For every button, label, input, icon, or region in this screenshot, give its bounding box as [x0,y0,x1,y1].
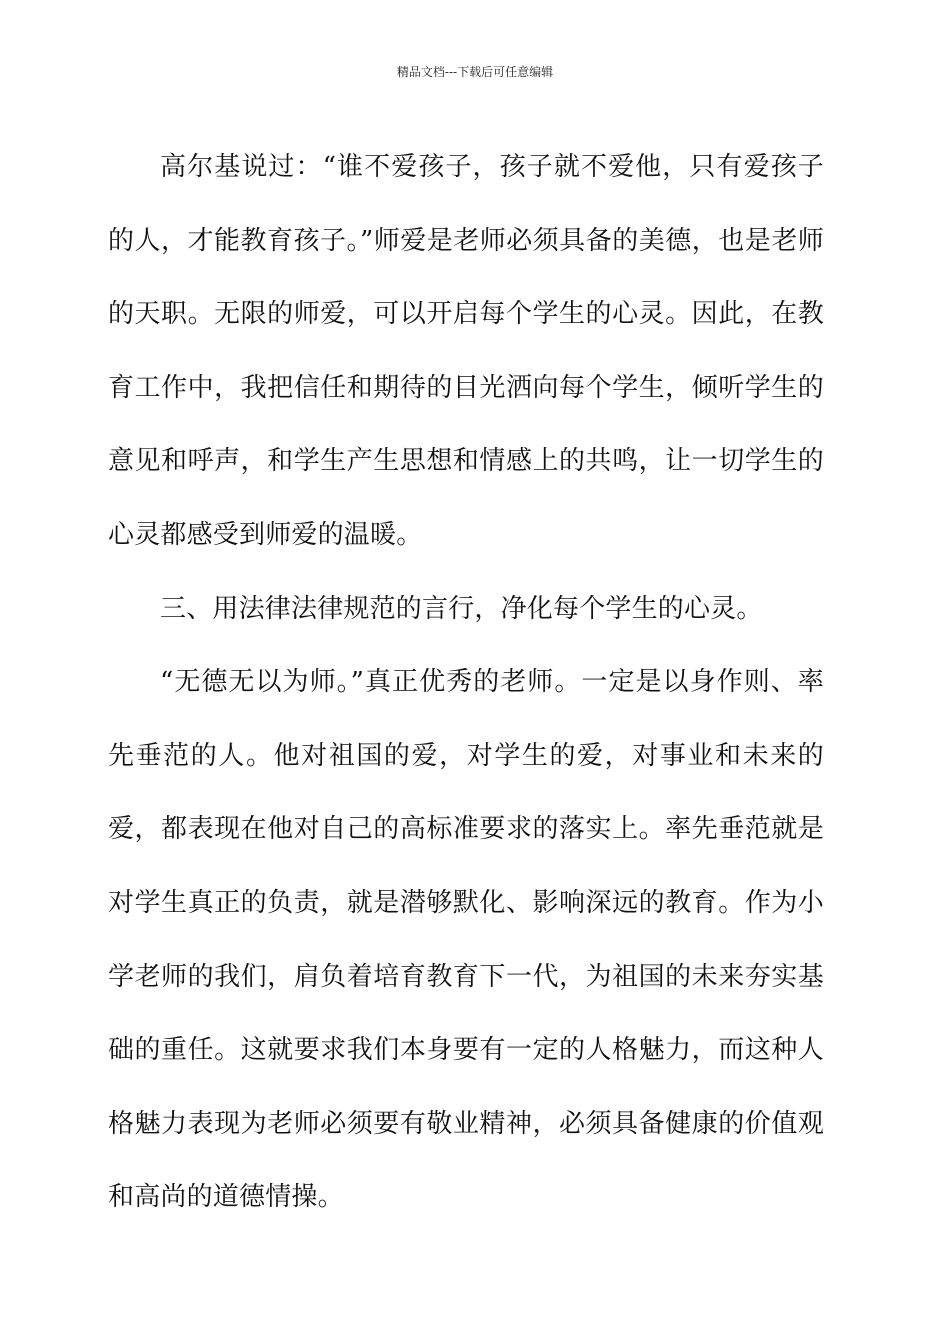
paragraph-teacher-love: 高尔基说过：“谁不爱孩子，孩子就不爱他，只有爱孩子的人，才能教育孩子。”师爱是老师必须具备的美德，也是老师的天职。无限的师爱，可以开启每个学生的心灵。因此，在教育工作中，我把信任和期待的目光洒向每个学生，倾听学生的意见和呼声，和学生产生思想和情感上的共鸣，让一切学生的心灵都感受到师爱的温暖。 [108,152,824,550]
paragraph-role-model: “无德无以为师。”真正优秀的老师。一定是以身作则、率先垂范的人。他对祖国的爱，对学生的爱，对事业和未来的爱，都表现在他对自己的高标准要求的落实上。率先垂范就是对学生真正的负责，就是潜够默化、影响深远的教育。作为小学老师的我们，肩负着培育教育下一代，为祖国的未来夯实基础的重任。这就要求我们本身要有一定的人格魅力，而这种人格魅力表现为老师必须要有敬业精神，必须具备健康的价值观和高尚的道德情操。 [108,667,824,1213]
page-header: 精品文档---下载后可任意编辑 [396,65,554,79]
document-body [108,131,824,1235]
section-heading-three: 三、用法律法律规范的言行，净化每个学生的心灵。 [160,593,763,624]
